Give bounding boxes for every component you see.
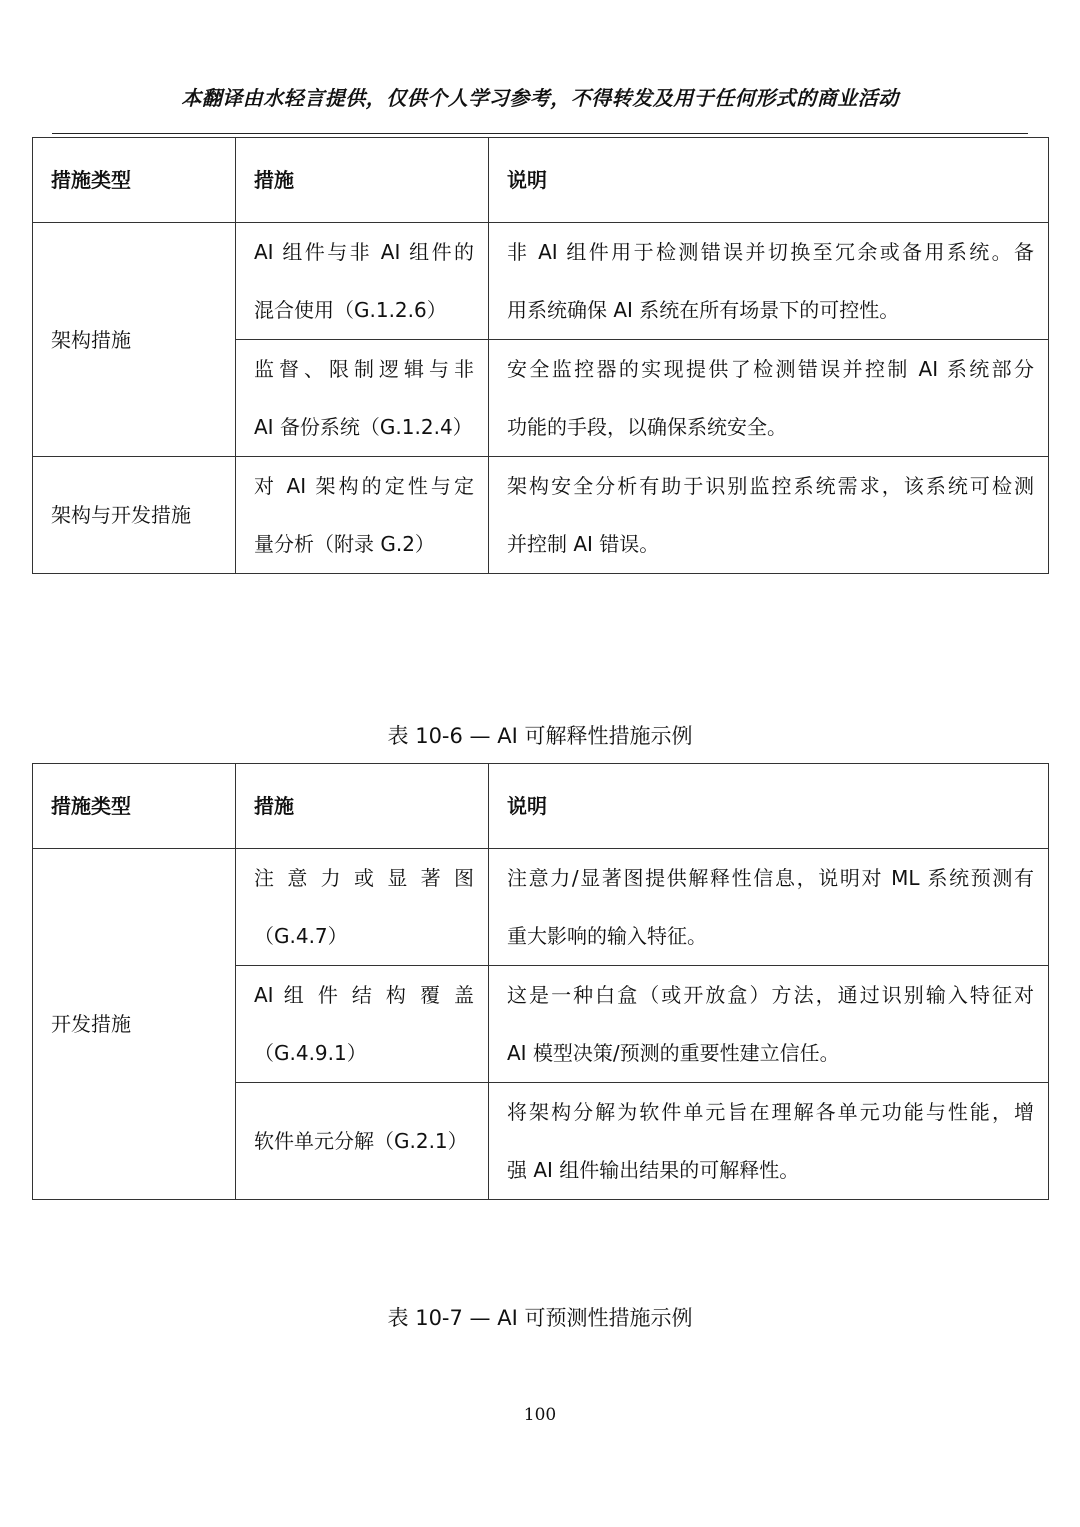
table-caption: 表 10-7 — AI 可预测性措施示例 — [387, 1306, 693, 1330]
header-divider — [52, 133, 1028, 134]
header-cell-description: 说明 — [489, 138, 1049, 223]
cell-measure: 软件单元分解（G.2.1） — [236, 1083, 489, 1200]
page-header: 本翻译由水轻言提供，仅供个人学习参考，不得转发及用于任何形式的商业活动 — [181, 86, 899, 110]
page-number: 100 — [523, 1405, 557, 1425]
header-cell-measure: 措施 — [236, 764, 489, 849]
measures-table-2 — [32, 763, 1049, 1200]
cell-description: 安全监控器的实现提供了检测错误并控制 AI 系统部分 功能的手段，以确保系统安全。 — [489, 340, 1049, 457]
header-cell-type: 措施类型 — [33, 138, 236, 223]
table-caption: 表 10-6 — AI 可解释性措施示例 — [387, 724, 693, 748]
cell-description: 这是一种白盒（或开放盒）方法，通过识别输入特征对 AI 模型决策/预测的重要性建立信任。 — [489, 966, 1049, 1083]
cell-measure: 监督、限制逻辑与非 AI 备份系统（G.1.2.4） — [236, 340, 489, 457]
table-row — [33, 223, 1049, 340]
table-header-row — [33, 138, 1049, 223]
cell-measure: AI 组件与非 AI 组件的 混合使用（G.1.2.6） — [236, 223, 489, 340]
cell-measure: AI 组 件 结 构 覆 盖 （G.4.9.1） — [236, 966, 489, 1083]
table-row — [33, 849, 1049, 966]
header-cell-type: 措施类型 — [33, 764, 236, 849]
cell-type: 架构措施 — [33, 223, 236, 457]
header-cell-description: 说明 — [489, 764, 1049, 849]
header-cell-measure: 措施 — [236, 138, 489, 223]
cell-measure: 对 AI 架构的定性与定 量分析（附录 G.2） — [236, 457, 489, 574]
cell-description: 非 AI 组件用于检测错误并切换至冗余或备用系统。备 用系统确保 AI 系统在所有场景下的可控性。 — [489, 223, 1049, 340]
cell-description: 架构安全分析有助于识别监控系统需求，该系统可检测 并控制 AI 错误。 — [489, 457, 1049, 574]
table-header-row — [33, 764, 1049, 849]
cell-description: 注意力/显著图提供解释性信息，说明对 ML 系统预测有 重大影响的输入特征。 — [489, 849, 1049, 966]
measures-table-1 — [32, 137, 1049, 574]
cell-type: 开发措施 — [33, 849, 236, 1200]
table-row — [33, 457, 1049, 574]
cell-description: 将架构分解为软件单元旨在理解各单元功能与性能，增 强 AI 组件输出结果的可解释性。 — [489, 1083, 1049, 1200]
cell-type: 架构与开发措施 — [33, 457, 236, 574]
cell-measure: 注 意 力 或 显 著 图 （G.4.7） — [236, 849, 489, 966]
